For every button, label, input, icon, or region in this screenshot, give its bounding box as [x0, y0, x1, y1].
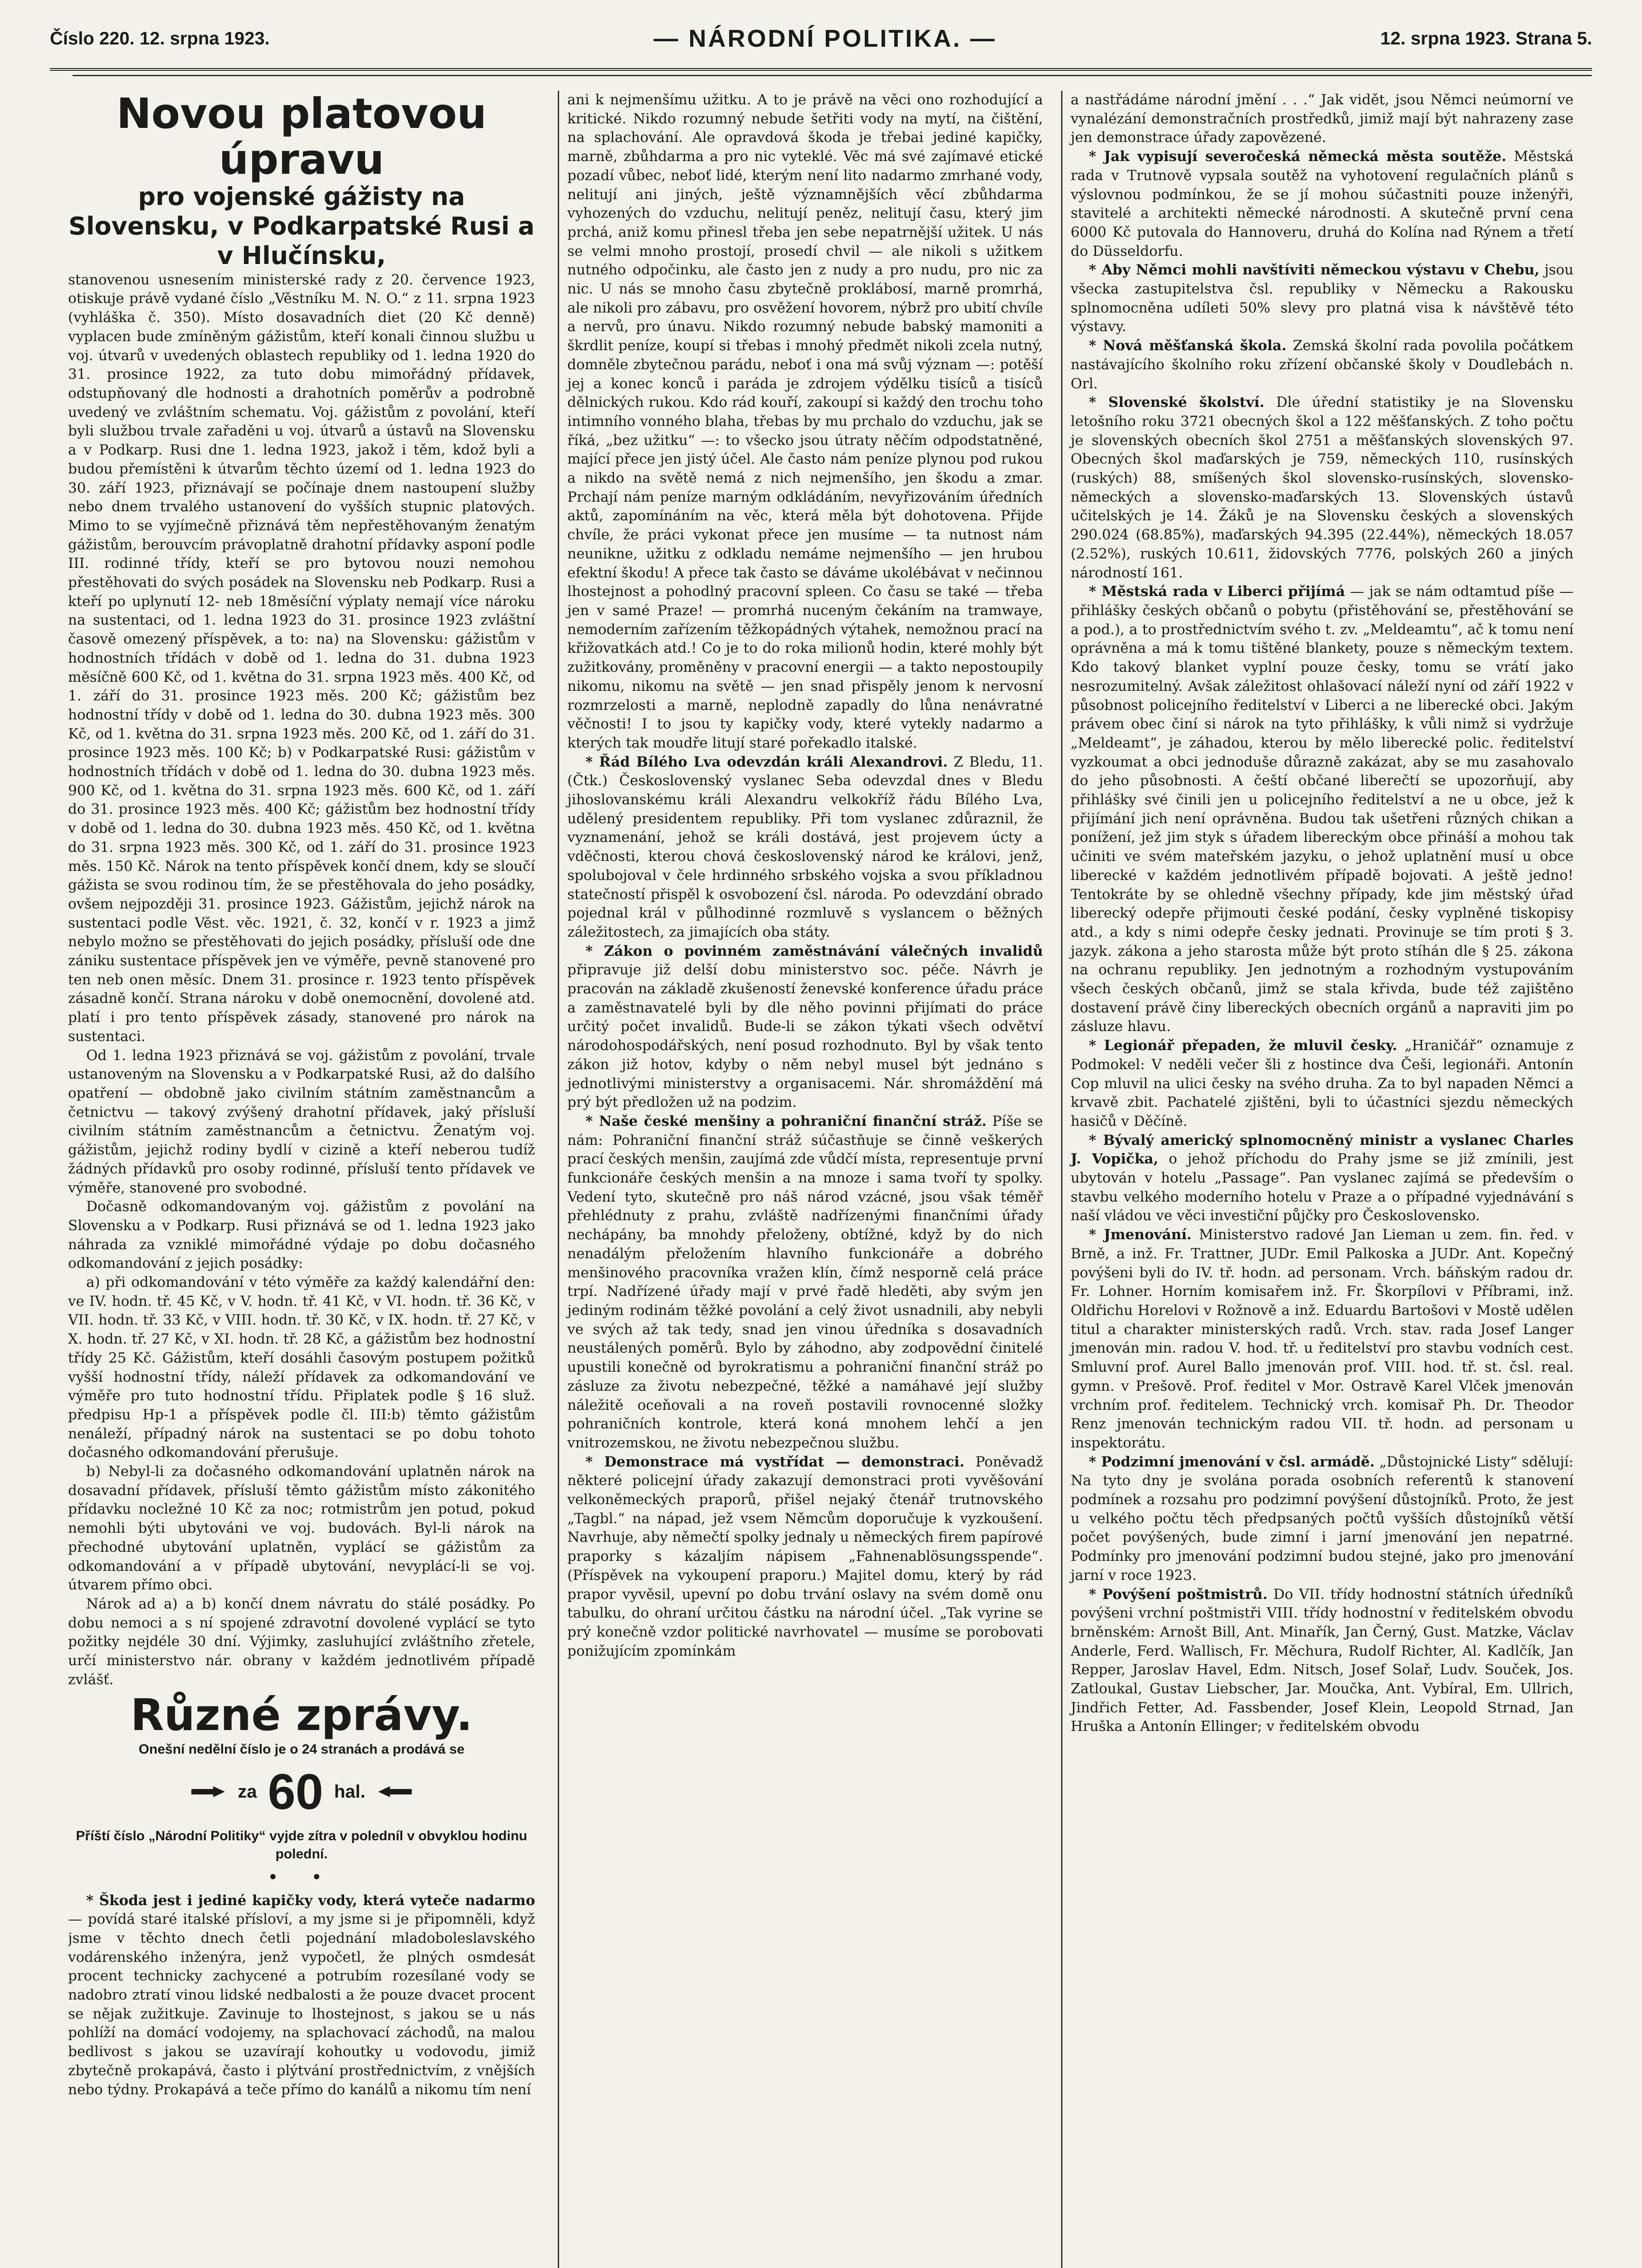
article-paragraph — [1071, 582, 1574, 1036]
article-paragraph — [1071, 1131, 1574, 1226]
article-body: Dle úřední statistiky je na Slovensku letošního roku 3721 obecných škol a 122 měšťanských. Z toho počtu je slovenských obecních škol 2751 a měšťanských slovenských 97. Obecných škol maďarských je 759, německých 110, rusínských (ruských) 88, smíšených škol slovensko-rusínských, slovensko-německých a slovensko-maďarských 13. Slovenských ústavů učitelských je 14. Žáků je na Slovensku českých a slovenských 290.024 (68.85%), maďarských 94.395 (22.44%), německých 18.057 (2.52%), ruských 10.611, židovských 7776, polských 260 a jiných národností 161. — [1071, 394, 1574, 581]
article-paragraph: a nastřádáme národní jmění . . .“ Jak vidět, jsou Němci neúmorní ve vynalézání demonstračních prostředků, jimiž mají být nahrazeny zase jen demonstrace úřady zapovězené. — [1071, 92, 1574, 146]
article-paragraph: ani k nejmenšímu užitku. A to je právě na věci ono rozhodující a kritické. Nikdo rozumný nebude šetřiti vody na mytí, na čištění, na splachování. Ale opravdová škoda je třebai jediné kapičky, marně, zbůhdarma a pro nic vyteklé. Věc má své zajímavé etické pozadí vůbec, neboť lidé, kterým není lito nadarmo zmrhané vody, nelitují ani jiných, ještě významnějších věcí zbůhdarma vyhozených do vzduchu, nelitují peněz, nelitují času, který jim prchá, aniž komu přinesl třeba jen sebe nepatrnější užitek. U nás se velmi mnoho prostojí, prosedí chvil — ale nikoli s užitkem nutného odpočinku, ale často jen z nudy a pro nudu, pro nic za nic. U nás se mnoho času zbytečně proklábosí, marně promrhá, ale nikoli pro zábavu, pro osvěžení hovorem, nýbrž pro ubití chvíle a nervů, pro únavu. Nikdo rozumný nebude babský mamoniti a škrdlit peníze, koupí si třebas i mnohý předmět nikoli zcela nutný, domněle zbytečnou parádu, neboť i ona má svůj význam —: potěší jej a konec konců i paráda je zdrojem výdělku tisíců a tisíců dělnických rukou. Kdo rád kouří, zakoupí si každý den trochu toho intimního vonného blaha, třebas by mu prchalo do vzduchu, jak se říká, „bez užitku“ —: to všecko jsou útraty něčím odpodstatněné, mající přece jen jistý účel. Ale často nám peníze plynou pod rukou a nikdo na světě nemá z nich nejmenšího, jen škodu a zmar. Prchají nám peníze marným odkládáním, nevyřizováním úředních aktů, zapomínáním na věc, která měla být dohotovena. Přijde chvíle, že práci vykonat přece jen musíme — ta nutnost nám neunikne, užitku z odkladu nemáme nejmenšího — jen hrubou efektní škodu! A přece tak často se dáváme ukolébávat v nečinnou lhostejnost a pohodlný pracovní spleen. Co času se také — třeba jen v samé Praze! — promrhá nuceným čekáním na tramwaye, nemoderním zařízením těžkopádných výtahek, nemožnou prací na křižovatkách atd.! Co je to do roka milionů hodin, které mohly být zužitkovány, proměněny v pracovní energii — a takto nepostoupily nikomu, nikomu na světě — jen snad přispěly jenom k nervosní rozmrzelosti a marně, neplodně zapadly do lůna nenávratné věčnosti! I to jsou ty kapičky vody, které vytekly nadarmo a kterých tak moudře litují staré pořekadlo italské. — [567, 92, 1043, 751]
section-title: Různé zprávy. — [130, 1689, 473, 1740]
article-paragraph — [1071, 1585, 1574, 1737]
article-lead: * Bývalý americký splnomocněný ministr a vyslanec Charles J. Vopička, — [1071, 1132, 1574, 1168]
page-header — [50, 9, 1592, 71]
price-value: 60 — [268, 1764, 323, 1820]
separator-dots: • • — [268, 1867, 336, 1888]
article-lead: * Nová měšťanská škola. — [1089, 337, 1287, 354]
article-body: jsou všecka zastupitelstva čsl. republiky v Německu a Rakousku splnomocněna udíleti 50% slevy pro platná visa k návštěvě této výstavy. — [1071, 262, 1574, 335]
article-body: Zemská školní rada povolila počátkem nastávajícího školního roku zřízení občanské školy v Doudlebách n. Orl. — [1071, 337, 1574, 392]
article-lead: * Povýšení poštmistrů. — [1089, 1586, 1268, 1603]
article-paragraph — [567, 1453, 1043, 1661]
article-paragraph — [567, 1112, 1043, 1453]
article-body: — jak se nám odtamtud píše — přihlášky českých občanů o pobytu (přistěhování se, přestěhování se a pod.), a to prostřednictvím svého t. zv. „Meldeamtu“, ač k tomu není oprávněna a má k tomu tištěné blankety, pouze s německým textem. Kdo takový blanket vyplní pouze česky, tomu se vrátí jako nesrozumitelný. Avšak záležitost ohlašovací náleží nyní od září 1922 v působnost policejního ředitelství v Liberci a ne liberecké obci. Jakým právem obec činí si nárok na tyto přihlášky, k vůli nimž si vydržuje „Meldeamt“, je záhadou, kterou by mělo liberecké polic. ředitelství vyzkoumat a obci jednoduše důrazně zakázat, aby se mu zasahovalo do jeho působnosti. A čeští občané liberečtí se upozorňují, aby přihlášky své činili jen u policejního ředitelství a ne u obce, jež k přijímání jich není oprávněna. Budou tak ušetřeni různých chikan a ponížení, jež jim styk s úřadem libereckým obce přináší a mohou tak učiniti ve svém mateřském jazyku, o jehož uplatnění musí u obce liberecké v každém jednotlivém případě bojovati. A ještě jedno! Tentokráte by se ohledně všechny případy, kde jim městský úřad liberecký odepře přijmouti české podání, česky vyplněné tiskopisy atd., a kdy s nimi odepře česky jednati. Provinuje se tím proti § 3. jazyk. zákona a jeho starosta může být proto stíhán dle § 25. zákona na ochranu republiky. Jen jednotným a rozhodným vystupováním všech českých občanů, jimž se stala křivda, bude též zajištěno dostavení právě činy libereckých obecních orgánů a napraviti jim po zásluze hlavu. — [1071, 583, 1574, 1035]
article-body: „Důstojnické Listy“ sdělují: Na tyto dny je svolána porada osobních referentů k stanovení podmínek a rozsahu pro podzimní povýšení důstojníků. Proto, že jest u velkého počtu těch předpsaných počtů vyšších důstojníků větší počet povýšených, bude zimní i jarní jmenování jen nepatrné. Podmínky pro jmenování podzimní budou stejné, jako pro jmenování jarní v roce 1923. — [1071, 1453, 1574, 1584]
article-paragraph — [1071, 261, 1574, 337]
article-paragraph — [1071, 1453, 1574, 1585]
article-body: — povídá staré italské přísloví, a my jsme si je připomněli, když jsme v těchto dnech četli pojednání mladoboleslavského vodárenského inženýra, jenž vypočetl, že plných osmdesát procent technicky zachycené a potrubím rozesílané vody se nadobro ztratí vinou lidské nedbalosti a že pouze dvacet procent se nějak zužitkuje. Zavinuje to lhostejnost, s jakou se u nás pohlíží na domácí vodojemy, na splachovací záchodů, na malou bedlivost s jakou se uzavírají kohoutky u vodovodu, jimiž zbytečně prokapává, často i plýtvání prostřednictvím, z vnějších nebo týdny. Prokapává a teče přímo do kanálů a nikomu tím není — [68, 1911, 535, 2098]
article-lead: * Zákon o povinném zaměstnávání válečných invalidů — [585, 943, 1043, 959]
article-body: o jehož příchodu do Prahy jsme se již zmínili, jest ubytován v hotelu „Passage“. Pan vyslanec zajímá se především o stavbu velkého moderního hotelu v Praze a o případné vyjednávání s naší vládou ve věci investiční půjčky pro Československo. — [1071, 1151, 1574, 1224]
article-paragraph: b) Nebyl-li za dočasného odkomandování uplatněn nárok na dosavadní přídavek, přísluší těmto gážistům místo zákonitého přídavku nocležné 10 Kč za noc; rotmistrům jen potud, pokud nemohli býti ubytováni ve voj. budovách. Byl-li nárok na přechodné ubytování uplatněn, vyplácí se gážistům za odkomandování a v případě ubytování, nevyplácí-li se voj. útvarem přímo obci. — [68, 1463, 535, 1593]
article-paragraph: Od 1. ledna 1923 přiznává se voj. gážistům z povolání, trvale ustanoveným na Slovensku a v Podkarpatské Rusi, až do dalšího opatření — obdobně jako civilním státním zaměstnancům a četnictvu — takový zvýšený drahotní přídavek, jaký přísluší civilním státním zaměstnancům a četnictvu. Ženatým voj. gážistům, jejichž rodiny bydlí v cizině a kteří neberou tudíž žádných přídavků pro osoby rodinné, přísluší tento přídavek ve výměře, stanovené pro svobodné. — [68, 1047, 535, 1196]
date-page-number: 12. srpna 1923. Strana 5. — [1380, 28, 1592, 49]
article-paragraph — [1071, 1036, 1574, 1131]
article-paragraph: stanovenou usnesením ministerské rady z 20. července 1923, otiskuje právě vydané číslo „Věstníku M. N. O.“ z 11. srpna 1923 (vyhláška č. 350). Místo dosavadních diet (20 Kč denně) vyplacen bude zmíněným gážistům, kteří konali činnou službu u voj. útvarů v uvedených oblastech republiky od 1. ledna 1920 do 31. prosince 1922, za tuto dobu mimořádný přídavek, odstupňovaný dle hodnosti a drahotních poměrův a podrobně uvedený ve zvláštním schematu. Voj. gážistům z povolání, kteří byli službou trvale zařaděni u voj. útvarů a ústavů na Slovensku a v Podkarp. Rusi dne 1. ledna 1923, jakož i těm, kdož byli a budou přemístěni k útvarům těchto území od 1. ledna 1923 do 30. září 1923, přiznávají se počínaje dnem nastoupení služby nebo dnem trvalého ustanovení do vyšších stupnic platových. Mimo to se vyjímečně přiznává těm nepřestěhovaným ženatým gážistům, berouvcím právoplatně drahotní přídavky asponí podle III. rodinné třídy, kteří se pro bytovou nouzi nemohou přestěhovati do svých posádek na Slovensku neb Podkarp. Rusi a kteří po uplynutí 12- neb 18měsíční výplaty nemají více nároku na sustentaci, od 1. ledna 1923 do 31. prosince 1923 zvláštní časově omezený příspěvek, a to: na) na Slovensku: gážistům v hodnostních třídách v době od 1. ledna do 31. dubna 1923 měsíčně 600 Kč, od 1. května do 31. srpna 1923 měs. 400 Kč, od 1. září do 31. prosince 1923 měs. 200 Kč; gážistům bez hodnostní třídy v době od 1. ledna do 30. dubna 1923 měs. 300 Kč, od 1. května do 31. srpna 1923 měs. 200 Kč, od 1. září do 31. prosince 1923 měs. 100 Kč; b) v Podkarpatské Rusi: gážistům v hodnostních třídách v době od 1. ledna do 30. dubna 1923 měs. 900 Kč, od 1. května do 31. srpna 1923 měs. 600 Kč, od 1. září do 31. prosince 1923 měs. 400 Kč; gážistům bez hodnostní třídy v době od 1. ledna do 30. dubna 1923 měs. 450 Kč, od 1. května do 31. srpna 1923 měs. 300 Kč, od 1. září do 31. prosince 1923 měs. 150 Kč. Nárok na tento příspěvek končí dnem, kdy se sloučí gážista se svou rodinou tím, že se přestěhovala do jeho posádky, ovšem nejpozději 31. prosince 1923. Gážistům, jejichž nárok na sustentaci podle Věst. věc. 1921, č. 32, končí v r. 1923 a jimž nebylo možno se přestěhovati do jejich posádky, přísluší ode dne zániku sustentace příspěvek jen ve výměře, pevně stanovené pro ten neb onen měsíc. Dnem 31. prosince r. 1923 tento příspěvek zásadně končí. Strana nároku v době onemocnění, dovolené atd. platí i pro tento příspěvek zásady, stanovené pro nárok na sustentaci. — [68, 271, 535, 1045]
column-1 — [68, 91, 535, 2268]
article-paragraph — [1071, 337, 1574, 393]
article-lead: * Škoda jest i jediné kapičky vody, která vyteče nadarmo — [86, 1892, 535, 1909]
article-body: Ministerstvo radové Jan Lieman u zem. fin. řed. v Brně, a inž. Fr. Trattner, JUDr. Emil Palkoska a JUDr. Ant. Kopečný povýšeni byli do IV. tř. hodn. ad personam. Vrch. báňským radou dr. Fr. Lohner. Horním komisařem inž. Fr. Škorpílovi v Příbrami, inž. Oldřichu Horelovi v Rožnově a inž. Eduardu Bartošovi v Mostě udělen titul a charakter ministerských radů. Vrch. stav. rada Josef Langer jmenován min. radou V. hod. tř. u ředitelství pro stavbu vodních cest. Smluvní prof. Aurel Ballo jmenován prof. VIII. hod. tř. st. čsl. real. gymn. v Prešově. Prof. ředitel v Mor. Ostravě Karel Vlček jmenován vrchním prof. ředitelem. Technický vrch. komisař Ph. Dr. Theodor Renz jmenován technickým radou VII. tř. hodn. ad personam u inspektorátu. — [1071, 1227, 1574, 1451]
newspaper-masthead: — NÁRODNÍ POLITIKA. — — [653, 25, 997, 52]
article-paragraph: a) při odkomandování v této výměře za každý kalendářní den: ve IV. hodn. tř. 45 Kč, v V. hodn. tř. 41 Kč, v VI. hodn. tř. 36 Kč, v VII. hodn. tř. 33 Kč, v VIII. hodn. tř. 30 Kč, v IX. hodn. tř. 27 Kč, v X. hodn. tř. 27 Kč, v XI. hodn. tř. 28 Kč, a gážistům bez hodnostní třídy 25 Kč. Gážistům, kteří dosáhli časovým postupem požitků vyšší hodnostní třídy, náleží přídavek za odkomandování ve výměře pro tuto hodnostní třídu. Připlatek podle § 16 služ. předpisu Hp-1 a příspěvek podle čl. III:b) těmto gážistům nenáleží, případný nárok na sustentaci se po dobu tohoto dočasného odkomandování přerušuje. — [68, 1274, 535, 1461]
article-paragraph — [567, 942, 1043, 1112]
article-lead: * Městská rada v Liberci přijímá — [1089, 583, 1345, 600]
column-3 — [1061, 91, 1574, 2268]
article-lead: * Podzimní jmenování v čsl. armádě. — [1089, 1453, 1375, 1470]
header-rule — [73, 75, 1592, 76]
price-row — [68, 1763, 535, 1821]
issue-number-date: Číslo 220. 12. srpna 1923. — [50, 28, 270, 49]
article-body: připravuje již delší dobu ministerstvo soc. péče. Návrh je pracován na základě zkušeností ženevské konference úřadu práce a zaměstnavatelé byli by dle něho povinni přijímati do práce určitý počet invalidů. Bude-li se zákon týkati všech odvětví národohospodářských, není posud rozhodnuto. Byl by však tento zákon již hotov, kdyby o něm nebyl musel být jednáno s jednotlivými ministerstvy a organisacemi. Nár. shromáždění má prý být předložen už na podzim. — [567, 962, 1043, 1111]
article-lead: * Jak vypisují severočeská německá města soutěže. — [1089, 148, 1506, 165]
price-prefix: za — [238, 1781, 257, 1802]
article-paragraph — [1071, 393, 1574, 582]
article-paragraph — [68, 1892, 535, 2100]
article-lead: * Demonstrace má vystřídat — demonstraci. — [585, 1453, 965, 1470]
article-body: Do VII. třídy hodnostní státních úředníků povýšeni vrchní poštmistři VIII. třídy hodnostní v ředitelském obvodu brněnském: Arnošt Bill, Ant. Minařík, Jan Černý, Gust. Matzke, Václav Anderle, Ferd. Wallisch, Fr. Měchura, Rudolf Richter, Al. Kadlčík, Jan Repper, Jaroslav Havel, Edm. Nitsch, Josef Solař, Ludv. Souček, Jos. Zatloukal, Gustav Liebscher, Jar. Moučka, Ant. Vybíral, Em. Ullrich, Jindřich Fetter, Ad. Fassbender, Josef Klein, Leopold Strnad, Jan Hruška a Antonín Ellinger; v ředitelském obvodu — [1071, 1586, 1574, 1735]
column-2 — [558, 91, 1043, 2268]
article-lead: * Legionář přepaden, že mluvil česky. — [1089, 1037, 1398, 1054]
article-lead: * Naše české menšiny a pohraniční finanční stráž. — [585, 1113, 987, 1129]
issue-notice: Onešní nedělní číslo je o 24 stranách a prodává se — [138, 1741, 465, 1757]
article-paragraph — [567, 753, 1043, 942]
article-body: „Hraničář“ oznamuje z Podmokel: V neděli večer šli z hostince dva Češi, legionáři. Antonín Cop mluvil na ulici česky na svého druha. Za to byl napaden Němci a krvavě zbit. Pachatelé zjištěni, byli to účastníci sjezdu německých hasičů v Děčíně. — [1071, 1037, 1574, 1129]
article-paragraph: Nárok ad a) a b) končí dnem návratu do stálé posádky. Po dobu nemoci a s ní spojené zdravotní dovolené vyplácí se tyto požitky nejdéle 30 dní. Výjimky, zasluhující zvláštního zřetele, určí ministerstvo nár. obrany v každém jednotlivém případě zvlášť. — [68, 1595, 535, 1688]
article-lead: * Jmenování. — [1089, 1227, 1192, 1243]
article-paragraph — [1071, 1226, 1574, 1452]
pointing-hand-icon — [376, 1783, 413, 1801]
article-lead: * Slovenské školství. — [1089, 394, 1265, 411]
article-lead: * Aby Němci mohli navštíviti německou výstavu v Chebu, — [1089, 262, 1540, 279]
article-body: Poněvadž některé policejní úřady zakazují demonstraci proti vyvěšování velkoněmeckých praporů, přišel nejaký čtenář trutnovského „Tagbl.“ na nápad, jež vsem Němcům doporučuje k vyzkoušení. Navrhuje, aby němečtí spolky jednaly u německých firem papírové praporky s kázaljím nápisem „Fahnenablösungsspende“. (Příspěvek na vykoupení praporu.) Majitel domu, který by rád prapor vyvěsil, upevní po dobu trvání oslavy na svém domě onu tabulku, do ohraní určitou částku na národní účel. „Tak vyrine se prý konečně vzdor politické navrhovatel — musíme se porobovati ponižujícím zpomínkám — [567, 1453, 1043, 1659]
article-title: Novou platovou úpravu — [116, 91, 487, 184]
article-body: Z Bledu, 11. (Čtk.) Československý vyslanec Seba odevzdal dnes v Bledu jihoslovanskému králi Alexandru velkokříž řádu Bílého Lva, udělený presidentem republiky. Při tom vyslanec zdůraznil, že vyznamenání, jehož se králi dostává, jest projevem úcty a vděčnosti, kterou chová československý národ ke královi, jenž, spolubojoval v čele hrdinného srbského vojska a svou příkladnou statečností přispěl k osvobození čsl. národa. Po odevzdání obrado pojednal král v půlhodinné rozmluvě s vyslancem o běžných záležitostech, za jimajících oba státy. — [567, 753, 1043, 940]
article-body: Městská rada v Trutnově vypsala soutěž na vyhotovení regulačních plánů s výslovnou podmínkou, že se jí mohou súčastniti pouze inženýři, stavitelé a architekti německé národnosti. A skutečně první cena 6000 Kč putovala do Hannoveru, druhá do Kolína nad Rýnem a třetí do Düsseldorfu. — [1071, 148, 1574, 259]
pointing-hand-icon — [190, 1783, 227, 1801]
article-lead: * Řád Bílého Lva odevzdán králi Alexandrovi. — [585, 753, 948, 770]
price-unit: hal. — [334, 1781, 365, 1802]
article-paragraph: Dočasně odkomandovaným voj. gážistům z povolání na Slovensku a v Podkarp. Rusi přiznává se od 1. ledna 1923 jako náhrada za vzniklé mimořádné výdaje po dobu dočasného odkomandování z jejich posádky: — [68, 1198, 535, 1272]
article-paragraph — [1071, 147, 1574, 261]
article-body: Píše se nám: Pohraniční finanční stráž súčastňuje se činně veškerých prací českých menšin, zaujímá zde vůdčí místa, representuje první funkcionáře českých menšin a na mnoze i sama tvoří ty spolky. Vedení tyto, skutečně pro náš národ vzácné, jsou však téměř přehlédnuty z prahu, zvláště nadřízenými finančními úřady nechápány, ba mnohdy přeloženy, obtížné, když by do nich nenadálým přeložením hlavního funkcionáře a dobrého menšinového pracovníka vražen klín, čímž nesporně celá práce trpí. Nadřízené úřady mají v prvé řadě hleděti, aby svým jen jediným rodinám těžké povolání a celý život usnadnili, aby nebyli ve svých až tak tedy, snad jen vinou úředníka s dosavadních neustálených poměrů. Bylo by záhodno, aby zodpovědní činitelé upustili konečně od byrokratismu a pohraniční finanční stráž po zásluze za životu nebezpečné, těžké a namáhavé její služby náležitě oceňovali a na roveň postavili rovnocenné složky pohraničních kontrole, která koná mnohem lehčí a jen vnitrozemskou, ne životu nebezpečnou službu. — [567, 1113, 1043, 1451]
article-subtitle: pro vojenské gážisty na Slovensku, v Podkarpatské Rusi a v Hlučínsku, — [68, 182, 535, 270]
next-issue-notice: Příští číslo „Národní Politiky“ vyjde zítra v poledníl v obvyklou hodinu polední. — [76, 1828, 527, 1862]
